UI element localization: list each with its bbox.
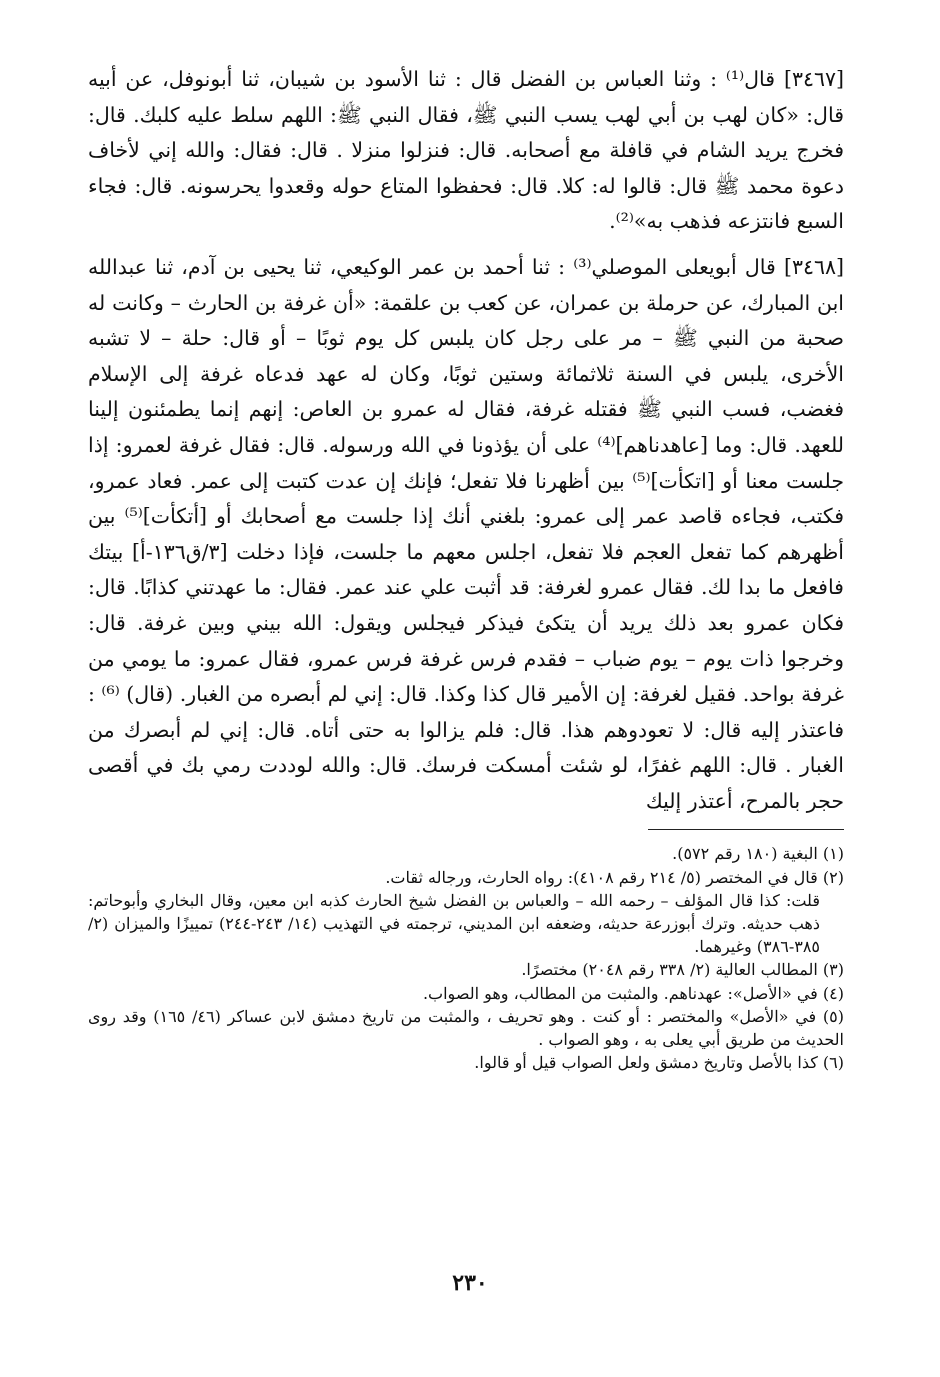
footnote-1: (١) البغية (١٨٠ رقم ٥٧٢). [672, 844, 844, 864]
footnote-3: (٣) المطالب العالية (٢/ ٣٣٨ رقم ٢٠٤٨) مختصرًا. [521, 960, 844, 980]
hadith-paragraph-3468: [٣٤٦٨] قال أبويعلى الموصلي⁽³⁾ : ثنا أحمد بن عمر الوكيعي، ثنا يحيى بن آدم، ثنا عبدالله ابن المبارك، عن حرملة بن عمران، عن كعب بن علقمة: «أن غرفة بن الحارث – وكانت له صحبة من النبي ﷺ – مر على رجل كان يلبس كل يوم ثوبًا – أو قال: حلة – لا تشبه الأخرى، يلبس في السنة ثلاثمائة وستين ثوبًا، وكان له عهد فدعاه غرفة إلى الإسلام فغضب، فسب النبي ﷺ فقتله غرفة، فقال له عمرو بن العاص: إنهم إنما يطمئنون إلينا للعهد. قال: وما [عاهدناهم]⁽⁴⁾ على أن يؤذونا في الله ورسوله. قال: فقال غرفة لعمرو: إذا جلست معنا أو [اتكأت]⁽⁵⁾ بين أظهرنا فلا تفعل؛ فإنك إن عدت كتبت إلى عمر. فعاد عمرو، فكتب، فجاءه قاصد عمر إلى عمرو: بلغني أنك إذا جلست مع أصحابك أو [أتكأت]⁽⁵⁾ بين أظهرهم كما تفعل العجم فلا تفعل، اجلس معهم ما جلست، فإذا دخلت [٣/ق١٣٦-أ] بيتك فافعل ما بدا لك. فقال عمرو لغرفة: قد أثبت علي عند عمر. فقال: ما عهدتني كذابًا. قال: فكان عمرو بعد ذلك يريد أن يتكئ فيذكر فيجلس ويقول: الله بيني وبين غرفة. قال: وخرجوا ذات يوم – يوم ضباب – فقدم فرس غرفة فرس عمرو، فقال عمرو: ما يومي من غرفة بواحد. فقيل لغرفة: إن الأمير قال كذا وكذا. قال: إني لم أبصره من الغبار. (قال) ⁽⁶⁾ : فاعتذر إليه قال: لا تعودوهم هذا. قال: فلم يزالوا به حتى أتاه. قال: إني لم أبصرك من الغبار . قال: اللهم غفرًا، لو شئت أمسكت فرسك. قال: والله لوددت رمي بك في أقصى حجر بالمرح، أعتذر إليك [88, 254, 844, 813]
footnote-5: (٥) في «الأصل» والمختصر : أو كنت . وهو تحريف ، والمثبت من تاريخ دمشق لابن عساكر (٤٦/ ١٦٥) وقد روى الحديث من طريق أبي يعلى به ، وهو الصواب . [88, 1006, 845, 1050]
footnote-2: (٢) قال في المختصر (٥/ ٢١٤ رقم ٤١٠٨): رواه الحارث، ورجاله ثقات. [385, 867, 844, 887]
footnote-6: (٦) كذا بالأصل وتاريخ دمشق ولعل الصواب قيل أو قالوا. [474, 1053, 844, 1073]
footnote-divider [648, 829, 844, 830]
footnote-2-continuation: قلت: كذا قال المؤلف – رحمه الله – والعباس بن الفضل شيخ الحارث كذبه ابن معين، وقال البخاري وأبوحاتم: ذهب حديثه. وترك أبوزرعة حديثه، وضعفه ابن المديني، ترجمته في التهذيب (١٤/ ٢٤٣-٢٤٤) تمييزًا والميزان (٢/ ٣٨٥-٣٨٦) وغيرهما. [88, 890, 820, 957]
hadith-paragraph-3467: [٣٤٦٧] قال⁽¹⁾ : وثنا العباس بن الفضل قال : ثنا الأسود بن شيبان، ثنا أبونوفل، عن أبيه قال: «كان لهب بن أبي لهب يسب النبي ﷺ، فقال النبي ﷺ: اللهم سلط عليه كلبك. قال: فخرج يريد الشام في قافلة مع أصحابه. قال: فنزلوا منزلا . قال: فقال: والله إني لأخاف دعوة محمد ﷺ قال: قالوا له: كلا. قال: فحفظوا المتاع حوله وقعدوا يحرسونه. قال: فجاء السبع فانتزعه فذهب به»⁽²⁾. [88, 67, 844, 234]
footnote-4: (٤) في «الأصل»: عهدناهم. والمثبت من المطالب، وهو الصواب. [422, 983, 844, 1003]
book-page [88, 62, 844, 1075]
main-text [88, 62, 844, 819]
page-number: ٢٣٠ [452, 1270, 488, 1296]
footnotes [88, 842, 844, 1074]
